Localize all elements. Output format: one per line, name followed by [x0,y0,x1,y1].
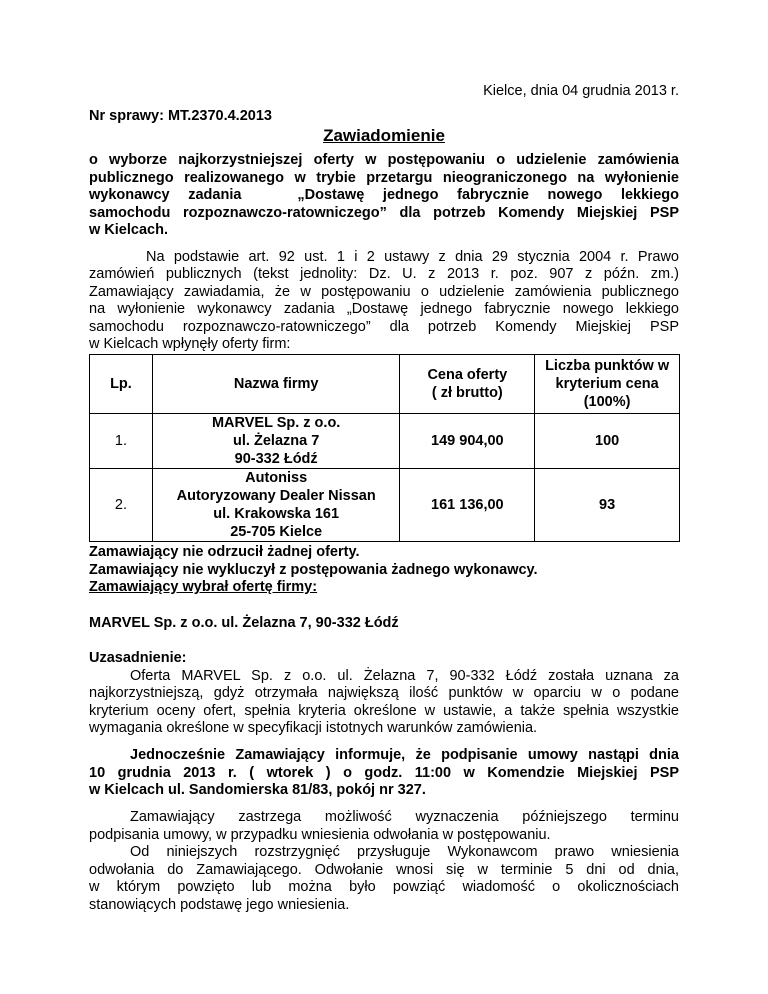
intro-line: w Kielcach wpłynęły oferty firm: [89,336,291,352]
header-points-line: Liczba punktów w [545,358,670,374]
subject-line: samochodu rozpoznawczo-ratowniczego” dla potrzeb Komendy Miejskiej PSP [89,205,679,221]
intro-line: Na podstawie art. 92 ust. 1 i 2 ustawy z dnia 29 stycznia 2004 r. Prawo [146,249,679,265]
signing-line: w Kielcach ul. Sandomierska 81/83, pokój nr 327. [89,782,426,798]
cell-points: 93 [535,469,680,542]
justification-line: Oferta MARVEL Sp. z o.o. ul. Żelazna 7, 90-332 Łódź została uznana za [130,668,679,684]
statement-line: Zamawiający nie wykluczył z postępowania żadnego wykonawcy. [89,562,538,578]
statement-line: Zamawiający nie odrzucił żadnej oferty. [89,544,360,560]
table-row [90,414,680,469]
place-date: Kielce, dnia 04 grudnia 2013 r. [483,83,679,99]
offers-table [89,354,680,542]
cell-points: 100 [535,414,680,469]
header-points-line: kryterium cena [555,376,659,392]
cell-name [152,414,400,469]
appeal-line: w którym powzięto lub można było powziąć wiadomość o okolicznościach [89,879,679,895]
cell-name-line: ul. Żelazna 7 [233,433,320,449]
subject-line: wykonawcy zadania „Dostawę jednego fabrycznie nowego lekkiego [89,187,679,203]
justification-line: najkorzystniejszą, gdyż otrzymała największą ilość punktów w oparciu w o podane [89,685,679,701]
cell-name [152,469,400,542]
statement-line-wrapper [89,578,679,596]
table-row [90,469,680,542]
justification-line: wymagania określone w specyfikacji istotnych warunków zamówienia. [89,720,538,736]
header-lp: Lp. [90,355,153,414]
cell-name-line: ul. Krakowska 161 [213,506,340,522]
table-header-row [90,355,680,414]
intro-line: samochodu rozpoznawczo-ratowniczego” dla potrzeb Komendy Miejskiej PSP [89,319,679,335]
subject-line: publicznego realizowanego w trybie przetargu nieograniczonego na wyłonienie [89,170,679,186]
subject-line: o wyborze najkorzystniejszej oferty w postępowaniu o udzielenie zamówienia [89,152,679,168]
signing-line: 10 grudnia 2013 r. ( wtorek ) o godz. 11:00 w Komendzie Miejskiej PSP [89,765,679,781]
cell-price: 161 136,00 [400,469,535,542]
header-price [400,355,535,414]
intro-line: zamówień publicznych (tekst jednolity: Dz. U. z 2013 r. poz. 907 z późn. zm.) [89,266,679,282]
header-name: Nazwa firmy [152,355,400,414]
header-price-line: Cena oferty [427,367,508,383]
case-number: Nr sprawy: MT.2370.4.2013 [89,108,272,124]
cell-price: 149 904,00 [400,414,535,469]
chosen-offer: MARVEL Sp. z o.o. ul. Żelazna 7, 90-332 Łódź [89,615,399,631]
statement-line: Zamawiający wybrał ofertę firmy: [89,579,318,595]
header-points [535,355,680,414]
cell-name-line: MARVEL Sp. z o.o. [211,415,341,431]
reservation-line: podpisania umowy, w przypadku wniesienia odwołania w postępowaniu. [89,827,551,843]
appeal-line: stanowiących podstawę jego wniesienia. [89,897,350,913]
intro-line: na wyłonienie wykonawcy zadania „Dostawę jednego fabrycznie nowego lekkiego [89,301,679,317]
intro-line: Zamawiający zawiadamia, że w postępowaniu o udzielenie zamówienia publicznego [89,284,679,300]
signing-line: Jednocześnie Zamawiający informuje, że podpisanie umowy nastąpi dnia [130,747,679,763]
cell-name-line: 90-332 Łódź [234,451,318,467]
cell-lp: 1. [90,414,153,469]
cell-name-line: Autoniss [245,470,308,486]
subject-line: w Kielcach. [89,222,168,238]
cell-name-line: 25-705 Kielce [230,524,323,540]
header-points-line: (100%) [583,394,631,410]
page-title: Zawiadomienie [323,126,445,145]
header-price-line: ( zł brutto) [431,385,503,401]
justification-line: kryterium oceny ofert, spełnia kryteria określone w ustawie, a także spełnia wszystkie [89,703,679,719]
cell-lp: 2. [90,469,153,542]
justification-title: Uzasadnienie: [89,650,187,666]
appeal-line: odwołania do Zamawiającego. Odwołanie wnosi się w terminie 5 dni od dnia, [89,862,679,878]
appeal-line: Od niniejszych rozstrzygnięć przysługuje Wykonawcom prawo wniesienia [130,844,679,860]
cell-name-line: Autoryzowany Dealer Nissan [176,488,376,504]
reservation-line: Zamawiający zastrzega możliwość wyznaczenia późniejszego terminu [130,809,679,825]
